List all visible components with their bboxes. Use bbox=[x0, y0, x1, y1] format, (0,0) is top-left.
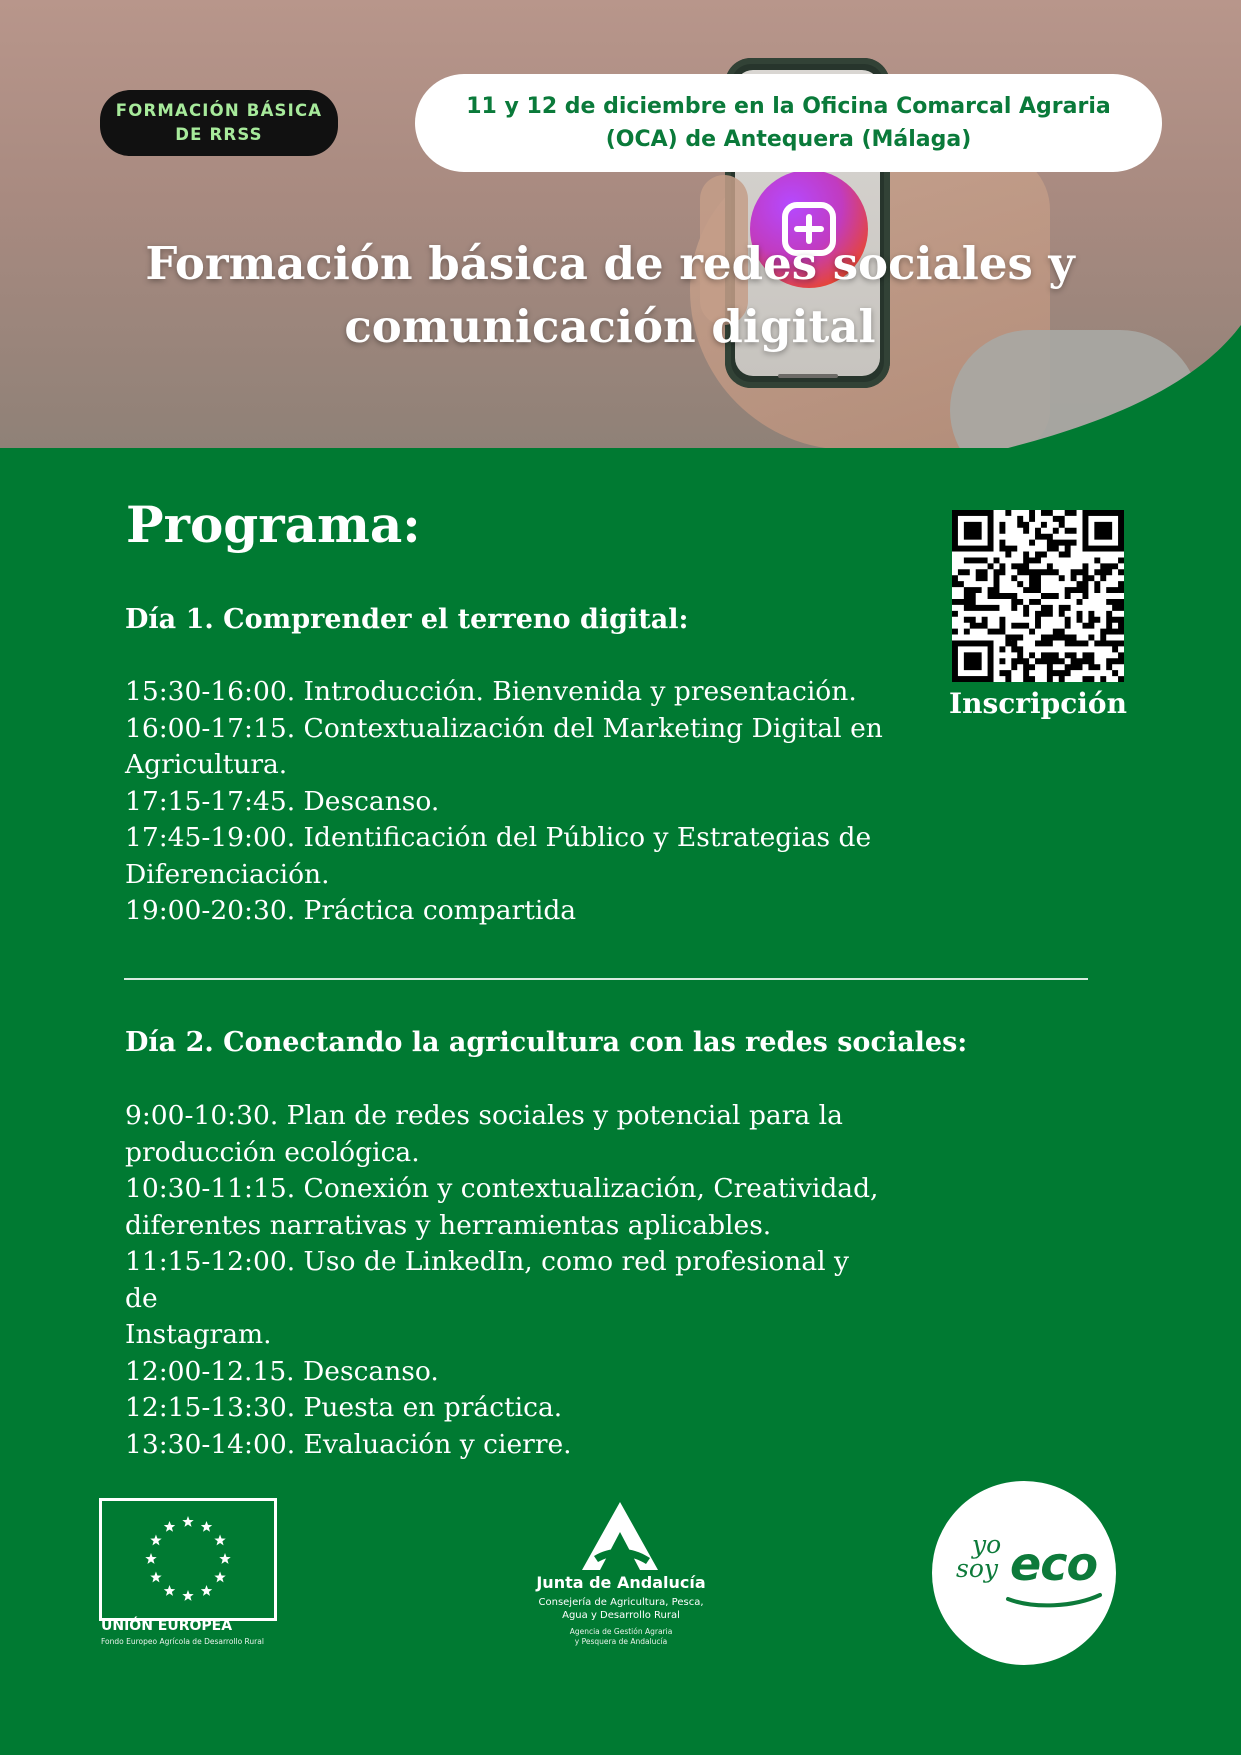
schedule-line: 12:00-12.15. Descanso. bbox=[125, 1355, 439, 1387]
section-divider bbox=[124, 978, 1088, 980]
badge-line-1: FORMACIÓN BÁSICA bbox=[115, 101, 323, 120]
eu-star-icon bbox=[182, 1516, 193, 1527]
junta-name: Junta de Andalucía bbox=[536, 1573, 706, 1592]
schedule-line: producción ecológica. bbox=[125, 1136, 420, 1168]
eu-sub-label: Fondo Europeo Agrícola de Desarrollo Rural bbox=[101, 1637, 264, 1646]
eu-star-icon bbox=[164, 1521, 175, 1532]
program-heading: Programa: bbox=[126, 495, 421, 554]
schedule-line: Diferenciación. bbox=[125, 858, 330, 890]
day-2-schedule bbox=[125, 1098, 885, 1463]
hero-photo bbox=[0, 0, 1241, 450]
schedule-line: 15:30-16:00. Introducción. Bienvenida y presentación. bbox=[125, 676, 857, 707]
schedule-line: 17:45-19:00. Identificación del Público y Estrategias de bbox=[125, 822, 872, 853]
course-badge bbox=[100, 90, 338, 156]
junta-a-logo-icon bbox=[580, 1500, 660, 1572]
qr-code-icon[interactable] bbox=[952, 510, 1124, 682]
eu-star-icon bbox=[219, 1553, 230, 1564]
eu-star-icon bbox=[164, 1585, 175, 1596]
schedule-line: 16:00-17:15. Contextualización del Marketing Digital en bbox=[125, 712, 883, 744]
junta-agency bbox=[530, 1627, 712, 1647]
schedule-line: 9:00-10:30. Plan de redes sociales y potencial para la bbox=[125, 1100, 843, 1131]
eu-star-icon bbox=[201, 1585, 212, 1596]
eu-star-icon bbox=[182, 1590, 193, 1601]
schedule-line: 12:15-13:30. Puesta en práctica. bbox=[125, 1392, 563, 1423]
date-line-1: 11 y 12 de diciembre en la Oficina Comarcal Agraria bbox=[466, 94, 1111, 119]
schedule-line: 11:15-12:00. Uso de LinkedIn, como red profesional y de bbox=[125, 1246, 850, 1314]
eu-stars-icon bbox=[102, 1501, 274, 1618]
badge-line-2: DE RRSS bbox=[175, 125, 263, 144]
eco-swoosh-icon bbox=[1004, 1591, 1104, 1611]
qr-label: Inscripción bbox=[949, 687, 1127, 720]
day-2-heading: Día 2. Conectando la agricultura con las redes sociales: bbox=[125, 1027, 968, 1058]
title-line-1: Formación básica de redes sociales y bbox=[145, 237, 1075, 290]
eco-yo-text: yo bbox=[972, 1530, 1002, 1559]
eu-star-icon bbox=[150, 1535, 161, 1546]
eu-star-icon bbox=[145, 1553, 156, 1564]
yo-soy-eco-logo bbox=[932, 1481, 1116, 1665]
eco-soy-text: soy bbox=[956, 1554, 999, 1583]
date-line-2: (OCA) de Antequera (Málaga) bbox=[605, 127, 972, 152]
schedule-line: Instagram. bbox=[125, 1319, 272, 1350]
page-title bbox=[90, 232, 1130, 358]
schedule-line: 19:00-20:30. Práctica compartida bbox=[125, 895, 577, 926]
schedule-line: diferentes narrativas y herramientas aplicables. bbox=[125, 1209, 772, 1241]
eu-label: UNIÓN EUROPEA bbox=[101, 1618, 233, 1634]
eco-word: eco bbox=[1010, 1537, 1098, 1591]
schedule-line: 13:30-14:00. Evaluación y cierre. bbox=[125, 1428, 572, 1460]
junta-agency-line-2: y Pesquera de Andalucía bbox=[574, 1637, 668, 1646]
junta-department bbox=[510, 1596, 732, 1622]
eu-flag-icon bbox=[99, 1498, 277, 1621]
eu-star-icon bbox=[150, 1572, 161, 1583]
schedule-line: Agricultura. bbox=[125, 749, 288, 780]
day-1-heading: Día 1. Comprender el terreno digital: bbox=[125, 604, 689, 635]
eu-star-icon bbox=[201, 1521, 212, 1532]
day-1-schedule bbox=[125, 674, 885, 930]
schedule-line: 10:30-11:15. Conexión y contextualización, Creatividad, bbox=[125, 1173, 879, 1204]
eu-star-icon bbox=[214, 1572, 225, 1583]
green-curve-shape bbox=[0, 0, 1241, 450]
title-line-2: comunicación digital bbox=[344, 300, 876, 353]
schedule-line: 17:15-17:45. Descanso. bbox=[125, 785, 440, 817]
date-location-pill bbox=[415, 74, 1162, 172]
junta-dept-line-2: Agua y Desarrollo Rural bbox=[562, 1610, 680, 1621]
junta-agency-line-1: Agencia de Gestión Agraria bbox=[569, 1627, 673, 1636]
eu-star-icon bbox=[214, 1535, 225, 1546]
junta-dept-line-1: Consejería de Agricultura, Pesca, bbox=[538, 1597, 704, 1608]
